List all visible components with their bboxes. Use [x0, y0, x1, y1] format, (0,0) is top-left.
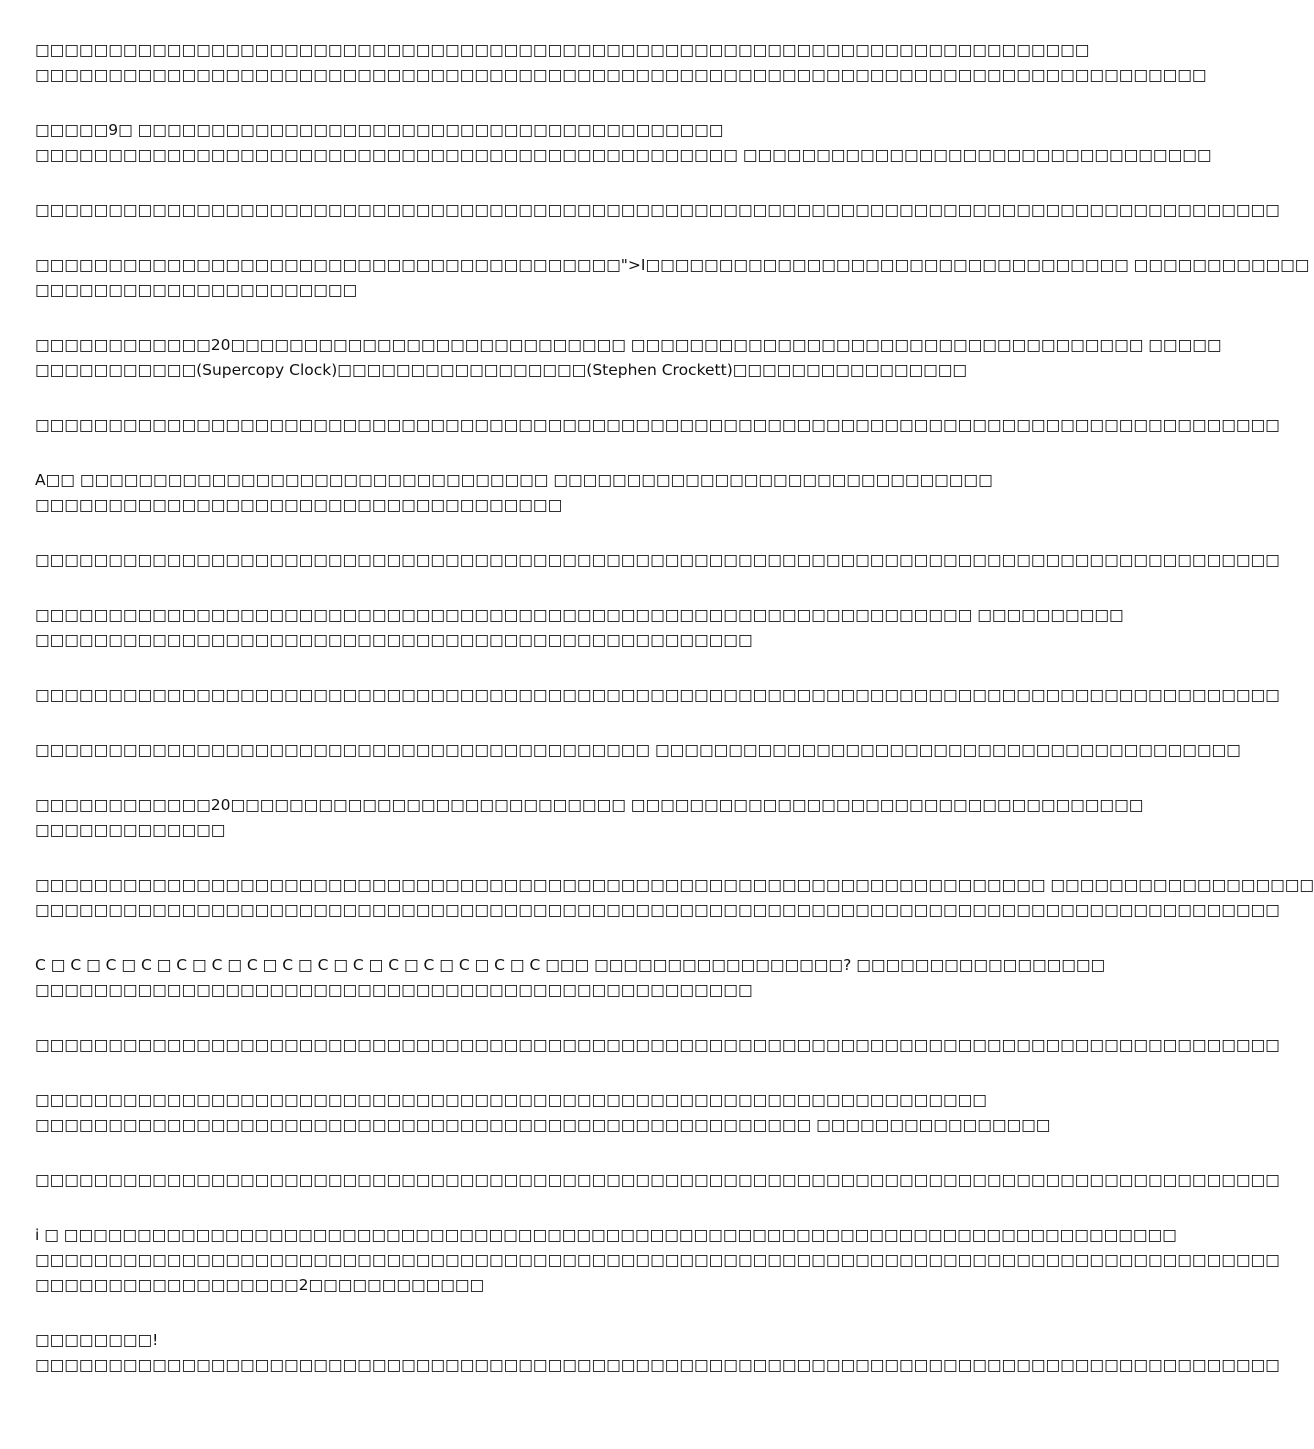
paragraph [35, 38, 1207, 88]
paragraph [35, 1223, 1280, 1298]
paragraph-line: A□□ □□□□□□□□□□□□□□□□□□□□□□□□□□□□□□□□ □□□□□□□□□□□□□□□□□□□□□□□□□□□□□□ [35, 471, 993, 489]
paragraph-line: □□□□□□□□□□□(Supercopy Clock)□□□□□□□□□□□□□□□□□(Stephen Crockett)□□□□□□□□□□□□□□□□ [35, 361, 968, 379]
paragraph-line: □□□□□□□□□□□□□□□□□□□□□□□□□□□□□□□□□□□□□□□□□□□□□□□□□□□□□□□□□□□□□□□□□ [35, 1091, 987, 1109]
paragraph-line: □□□□□□□□□□□□□□□□□□□□□□□□□□□□□□□□□□□□□□□□□□□□□□□□□□□□□□□□□□□□□□□□□□□□□□□□□□□□□□□□□□□□□ [35, 686, 1280, 704]
paragraph-line: □□□□□□□□□□□□□□□□□□2□□□□□□□□□□□□ [35, 1276, 485, 1294]
paragraph-line: □□□□□□□□□□□□□□□□□□□□□□□□□□□□□□□□□□□□□□□□">I□□□□□□□□□□□□□□□□□□□□□□□□□□□□□□□□□ □□□□□□□□□□□□ [35, 256, 1310, 274]
paragraph-line: □□□□□□□□□□□□□□□□□□□□□□□□□□□□□□□□□□□□□□□□□□□□□□□□□□□□□□□□□□□□□□□□□□□□□□□□□□□□□□□□□□□□□ [35, 551, 1280, 569]
paragraph-line: □□□□□□□□□□□□□□□□□□□□□□□□□□□□□□□□□□□□□□□□□□□□□□□□□□□□□□□□□□□□□□□□□□□□□□□□ [35, 41, 1090, 59]
paragraph [35, 793, 1144, 843]
paragraph-line: □□□□□□□□□□□□□□□□□□□□□□□□□□□□□□□□□□□□□□□□□□□□□□□□□□□□□□□□□□□□□□□□ □□□□□□□□□□ [35, 606, 1124, 624]
paragraph-line: □□□□□□□□□□□□□□□□□□□□□□□□□□□□□□□□□□□□□□□□□□□□□□□□□□□□□□□□□□□□□□□□□□□□□ □□□□□□□□□□□□□□□□□□ [35, 876, 1314, 894]
paragraph-line: □□□□□□□□□□□□□□□□□□□□□□□□□□□□□□□□□□□□□□□□□□□□□□□□□□□□□□□□□□□□□□□□□□□□□□□□□□□□□□□□□□□□□ [35, 201, 1280, 219]
paragraph [35, 468, 993, 518]
paragraph-line: □□□□□□□□□□□□□□□□□□□□□□□□□□□□□□□□□□□□□□□□□□□□□□□□ □□□□□□□□□□□□□□□□□□□□□□□□□□□□□□□□ [35, 146, 1212, 164]
paragraph [35, 198, 1280, 223]
paragraph [35, 738, 1241, 763]
paragraph [35, 1328, 1280, 1378]
paragraph-line: □□□□□□□□! [35, 1331, 159, 1349]
paragraph [35, 413, 1280, 438]
paragraph [35, 683, 1280, 708]
paragraph-line: □□□□□□□□□□□□□ [35, 821, 226, 839]
paragraph [35, 118, 1212, 168]
paragraph-line: □□□□□□□□□□□□20□□□□□□□□□□□□□□□□□□□□□□□□□□□ □□□□□□□□□□□□□□□□□□□□□□□□□□□□□□□□□□□ [35, 796, 1144, 814]
paragraph [35, 953, 1106, 1003]
paragraph [35, 603, 1124, 653]
paragraph-line: □□□□□□□□□□□□□□□□□□□□□□□□□□□□□□□□□□□□□□□□□□□□□□□□□□□□□□□□□□□□□□□□□□□□□□□□□□□□□□□□□□□□□ [35, 1251, 1280, 1269]
paragraph-line: □□□□□□□□□□□□□□□□□□□□□□□□□□□□□□□□□□□□□□□□□□□□□□□□□□□□□□□□□□□□□□□□□□□□□□□□□□□□□□□□□□□□□ [35, 901, 1280, 919]
paragraph-line: i □ □□□□□□□□□□□□□□□□□□□□□□□□□□□□□□□□□□□□□□□□□□□□□□□□□□□□□□□□□□□□□□□□□□□□□□□□□□□□ [35, 1226, 1177, 1244]
paragraph [35, 1168, 1280, 1193]
paragraph [35, 1088, 1051, 1138]
paragraph [35, 548, 1280, 573]
paragraph-line: □□□□□□□□□□□□□□□□□□□□□□□□□□□□□□□□□□□□ [35, 496, 563, 514]
paragraph-line: □□□□□□□□□□□□□□□□□□□□□□□□□□□□□□□□□□□□□□□□□□□□□□□□□□□□□ □□□□□□□□□□□□□□□□ [35, 1116, 1051, 1134]
paragraph-line: □□□□□□□□□□□□□□□□□□□□□□□□□□□□□□□□□□□□□□□□□□□□□□□□□□□□□□□□□□□□□□□□□□□□□□□□□□□□□□□□□□□□□ [35, 416, 1280, 434]
paragraph-line: □□□□□□□□□□□□□□□□□□□□□□□□□□□□□□□□□□□□□□□□□□□□□□□□□ [35, 631, 753, 649]
paragraph-line: C □ C □ C □ C □ C □ C □ C □ C □ C □ C □ C □ C □ C □ C □ C □□□ □□□□□□□□□□□□□□□□□? □□□□□□□□□□□□□□□□□ [35, 956, 1106, 974]
paragraph [35, 873, 1314, 923]
paragraph-line: □□□□□□□□□□□□20□□□□□□□□□□□□□□□□□□□□□□□□□□□ □□□□□□□□□□□□□□□□□□□□□□□□□□□□□□□□□□□ □□□□□ [35, 336, 1222, 354]
paragraph-line: □□□□□□□□□□□□□□□□□□□□□□□□□□□□□□□□□□□□□□□□□□□□□□□□□□□□□□□□□□□□□□□□□□□□□□□□□□□□□□□□□□□□□ [35, 1356, 1280, 1374]
paragraph-line: □□□□□9□ □□□□□□□□□□□□□□□□□□□□□□□□□□□□□□□□□□□□□□□□ [35, 121, 724, 139]
paragraph [35, 333, 1222, 383]
paragraph-line: □□□□□□□□□□□□□□□□□□□□□□□□□□□□□□□□□□□□□□□□□□ □□□□□□□□□□□□□□□□□□□□□□□□□□□□□□□□□□□□□□□□ [35, 741, 1241, 759]
paragraph-line: □□□□□□□□□□□□□□□□□□□□□□□□□□□□□□□□□□□□□□□□□□□□□□□□□□□□□□□□□□□□□□□□□□□□□□□□□□□□□□□□□□□□□ [35, 1171, 1280, 1189]
paragraph [35, 1033, 1280, 1058]
paragraph-line: □□□□□□□□□□□□□□□□□□□□□□□□□□□□□□□□□□□□□□□□□□□□□□□□□□□□□□□□□□□□□□□□□□□□□□□□□□□□□□□□ [35, 66, 1207, 84]
paragraph-line: □□□□□□□□□□□□□□□□□□□□□□ [35, 281, 358, 299]
paragraph-line: □□□□□□□□□□□□□□□□□□□□□□□□□□□□□□□□□□□□□□□□□□□□□□□□□ [35, 981, 753, 999]
paragraph [35, 253, 1310, 303]
paragraph-line: □□□□□□□□□□□□□□□□□□□□□□□□□□□□□□□□□□□□□□□□□□□□□□□□□□□□□□□□□□□□□□□□□□□□□□□□□□□□□□□□□□□□□ [35, 1036, 1280, 1054]
